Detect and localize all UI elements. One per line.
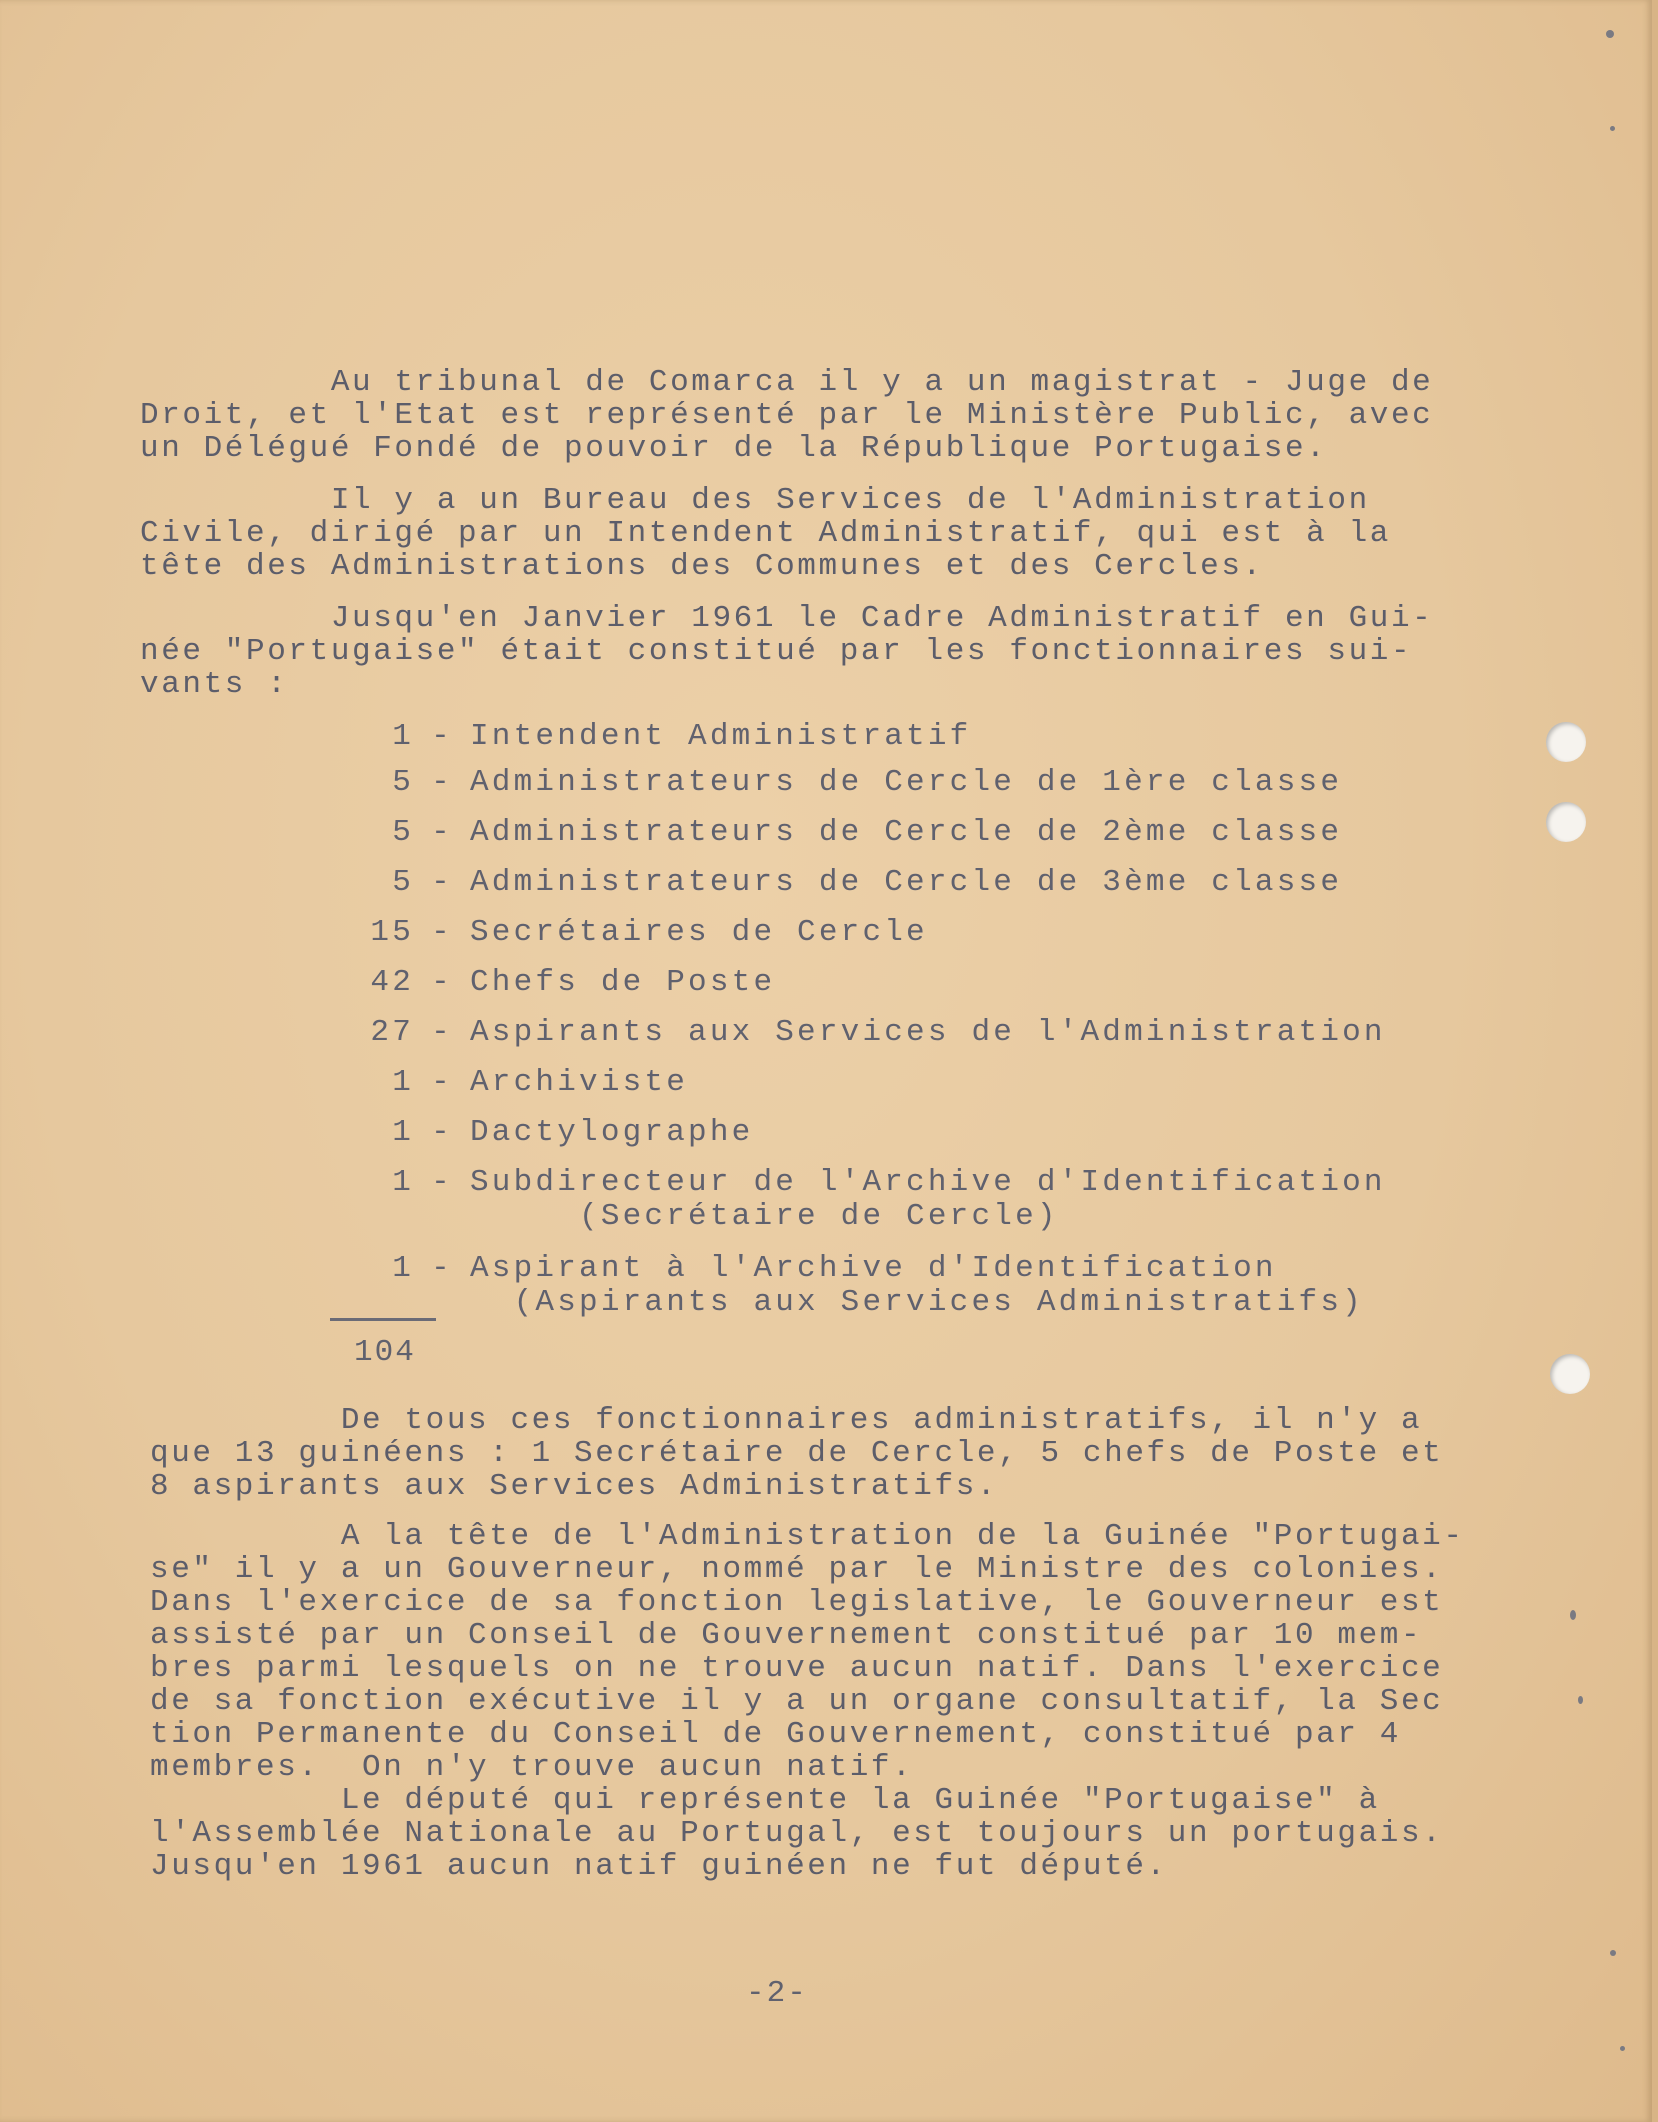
list-dash: - [431,1065,453,1100]
list-dash: - [431,1165,453,1200]
list-dash: - [431,765,453,800]
list-item [344,966,775,1000]
list-item [344,916,928,950]
text-line: un Délégué Fondé de pouvoir de la République Portugaise. [140,431,1328,466]
list-item [344,1252,1364,1320]
paper-speck [1610,1950,1616,1956]
list-dash: - [431,1015,453,1050]
text-line: de sa fonction exécutive il y a un organe consultatif, la Sec [150,1684,1444,1719]
list-count: 1 [392,1165,414,1200]
text-line: Civile, dirigé par un Intendent Administratif, qui est à la [140,516,1391,551]
page-number: -2- [746,1976,808,2011]
text-line: membres. On n'y trouve aucun natif. [150,1750,914,1785]
total-rule [330,1318,436,1321]
paragraph-cadre [140,602,1433,701]
text-line: Dans l'exercice de sa fonction legislative, le Gouverneur est [150,1585,1444,1620]
text-line: Il y a un Bureau des Services de l'Administration [140,483,1370,518]
text-line: Droit, et l'Etat est représenté par le Ministère Public, avec [140,398,1434,433]
list-count: 27 [370,1015,414,1050]
list-count: 5 [392,765,414,800]
list-item [344,866,1342,900]
punch-hole [1546,722,1586,762]
list-item [344,1066,688,1100]
list-dash: - [431,815,453,850]
list-subtitle: (Aspirants aux Services Administratifs) [470,1285,1364,1320]
paragraph-bureau [140,484,1391,583]
paper-speck [1606,30,1614,38]
list-count: 1 [392,1065,414,1100]
text-line: née "Portugaise" était constitué par les fonctionnaires sui- [140,634,1413,669]
list-title: Dactylographe [470,1115,754,1150]
list-dash: - [431,1115,453,1150]
paper-edge [1652,0,1658,2122]
list-title: Intendent Administratif [470,719,972,754]
list-title: Secrétaires de Cercle [470,915,928,950]
list-dash: - [431,865,453,900]
list-item [344,766,1342,800]
text-line: Jusqu'en Janvier 1961 le Cadre Administratif en Gui- [140,601,1434,636]
list-item [344,720,971,754]
text-line: tion Permanente du Conseil de Gouvernement, constitué par 4 [150,1717,1401,1752]
list-title: Archiviste [470,1065,689,1100]
punch-hole [1550,1354,1590,1394]
text-line: bres parmi lesquels on ne trouve aucun natif. Dans l'exercice [150,1651,1444,1686]
text-line: 8 aspirants aux Services Administratifs. [150,1469,999,1504]
paragraph-tribunal [140,366,1433,465]
list-total: 104 [354,1335,416,1370]
list-count: 42 [370,965,414,1000]
list-count: 1 [392,1251,414,1286]
paper-speck [1570,1610,1576,1620]
list-dash: - [431,915,453,950]
text-line: vants : [140,667,289,702]
list-title: Chefs de Poste [470,965,776,1000]
list-subtitle: (Secrétaire de Cercle) [470,1199,1059,1234]
list-count: 1 [392,719,414,754]
text-line: assisté par un Conseil de Gouvernement constitué par 10 mem- [150,1618,1423,1653]
text-line: Le député qui représente la Guinée "Portugaise" à [150,1783,1380,1818]
list-item [344,1116,753,1150]
list-dash: - [431,719,453,754]
list-count: 5 [392,865,414,900]
list-count: 1 [392,1115,414,1150]
list-item [344,1166,1386,1234]
paper-speck [1610,126,1615,131]
paper-speck [1578,1696,1583,1704]
text-line: Au tribunal de Comarca il y a un magistrat - Juge de [140,365,1434,400]
list-title: Administrateurs de Cercle de 1ère classe [470,765,1343,800]
text-line: De tous ces fonctionnaires administratifs, il n'y a [150,1403,1423,1438]
list-title: Aspirants aux Services de l'Administration [470,1015,1386,1050]
text-line: se" il y a un Gouverneur, nommé par le Ministre des colonies. [150,1552,1444,1587]
punch-hole [1546,802,1586,842]
list-item [344,816,1342,850]
list-dash: - [431,965,453,1000]
text-line: tête des Administrations des Communes et des Cercles. [140,549,1264,584]
text-line: A la tête de l'Administration de la Guinée "Portugai- [150,1519,1465,1554]
text-line: l'Assemblée Nationale au Portugal, est toujours un portugais. [150,1816,1444,1851]
paper-speck [1620,2046,1625,2051]
list-count: 15 [370,915,414,950]
list-title: Aspirant à l'Archive d'Identification [470,1251,1277,1286]
list-count: 5 [392,815,414,850]
text-line: que 13 guinéens : 1 Secrétaire de Cercle, 5 chefs de Poste et [150,1436,1444,1471]
paragraph-guineens [150,1404,1443,1503]
list-item [344,1016,1386,1050]
list-dash: - [431,1251,453,1286]
list-title: Subdirecteur de l'Archive d'Identification [470,1165,1386,1200]
list-title: Administrateurs de Cercle de 3ème classe [470,865,1343,900]
text-line: Jusqu'en 1961 aucun natif guinéen ne fut député. [150,1849,1168,1884]
paragraph-gouverneur [150,1520,1465,1883]
list-title: Administrateurs de Cercle de 2ème classe [470,815,1343,850]
